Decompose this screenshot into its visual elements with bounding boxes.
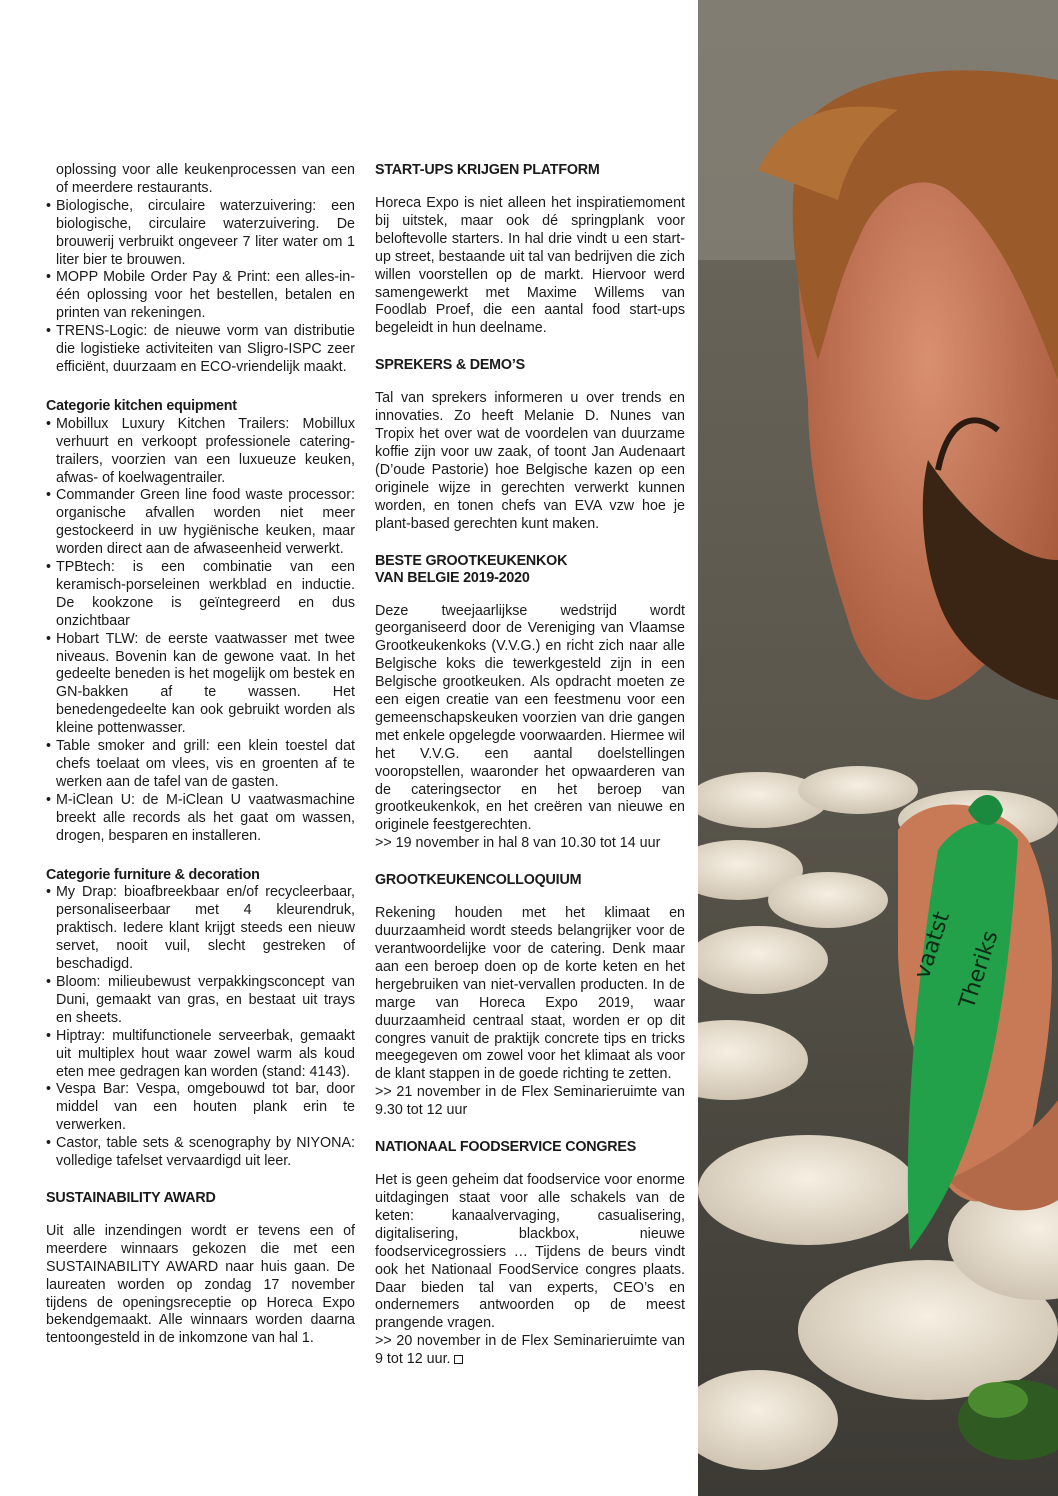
furniture-list xyxy=(46,884,355,1171)
middle-column xyxy=(375,162,685,1369)
bag-text-1: vaatst xyxy=(909,908,955,982)
chef-photo xyxy=(698,0,1058,1496)
congres-note: >> 20 november in de Flex Seminarieruimte van 9 tot 12 uur. xyxy=(375,1333,685,1368)
startups-body: Horeca Expo is niet alleen het inspiratiemoment bij uitstek, maar ook dé springplank voor beloftevolle starters. In hal drie vindt u een start-up street, bestaande uit tal van bedrijven die zich willen voorstellen op de markt. Hiervoor werd samengewerkt met Maxime Willems van Foodlab Proef, die een aantal food start-ups begeleidt in hun deelname. xyxy=(375,195,685,337)
beste-note: >> 19 november in hal 8 van 10.30 tot 14 uur xyxy=(375,835,661,852)
list-item: • TRENS-Logic: de nieuwe vorm van distributie die logistieke activiteiten van Sligro-ISPC zeer efficiënt, duurzaam en ECO-vriendelijk maakt. xyxy=(46,323,355,375)
bullet-list-a xyxy=(46,198,355,377)
list-item: • Castor, table sets & scenography by NIYONA: volledige tafelset vervaardigd uit leer. xyxy=(46,1135,355,1170)
list-item: • TPBtech: is een combinatie van een keramisch-porseleinen werkblad en inductie. De kookzone is geïntegreerd en dus onzichtbaar xyxy=(46,559,355,629)
end-mark-icon xyxy=(454,1355,463,1364)
list-item: • Biologische, circulaire waterzuivering: een biologische, circulaire waterzuivering. De brouwerij verbruikt ongeveer 7 liter water om 1 liter bier te brouwen. xyxy=(46,197,355,268)
furniture-heading: Categorie furniture & decoration xyxy=(46,866,260,883)
sprekers-body: Tal van sprekers informeren u over trends en innovaties. Zo heeft Melanie D. Nunes van Tropix het over wat de voordelen van duurzame koffie zijn voor uw zaak, of toont Jan Audenaart (D’oude Pastorie) hoe Belgische kazen op een originele wijze in gerechten verwerkt kunnen worden, en tonen chefs van EVA vzw hoe je plant-based gerechten kunt maken. xyxy=(375,390,685,532)
colloquium-body: Rekening houden met het klimaat en duurzaamheid wordt steeds belangrijker voor de verantwoordelijke voor de catering. Denk maar aan een beroep doen op de korte keten en het hergebruiken van niet-vervallen producten. In de marge van Horeca Expo 2019, waar duurzaamheid centraal staat, worden er op dit congres vanuit de praktijk concrete tips en tricks meegegeven om zowel voor het klimaat als voor de klant stappen in de goede richting te zetten. xyxy=(375,905,685,1083)
kitchen-heading: Categorie kitchen equipment xyxy=(46,397,237,414)
kitchen-list xyxy=(46,416,355,846)
list-item: • M-iClean U: de M-iClean U vaatwasmachine breekt alle records als het gaat om wassen, drogen, besparen en installeren. xyxy=(46,791,355,844)
colloquium-heading: GROOTKEUKENCOLLOQUIUM xyxy=(375,872,582,889)
award-heading: SUSTAINABILITY AWARD xyxy=(46,1189,216,1206)
list-item: • My Drap: bioafbreekbaar en/of recycleerbaar, personaliseerbaar met 4 kleurendruk, praktisch. Iedere klant krijgt steeds een nieuw servet, nooit vuil, slecht gestreken of beschadigd. xyxy=(46,884,355,973)
congres-body: Het is geen geheim dat foodservice voor enorme uitdagingen staat voor alle schakels van de keten: kanaalvervaging, casualisering, digitalisering, blackbox, nieuwe foodservicegrossiers … Tijdens de beurs vindt ook het Nationaal FoodService congres plaats. Daar bieden tal van experts, CEO’s en ondernemers antwoorden op de meest prangende vragen. xyxy=(375,1172,685,1332)
beste-heading-line2: VAN BELGIE 2019-2020 xyxy=(375,569,530,586)
congres-heading: NATIONAAL FOODSERVICE CONGRES xyxy=(375,1139,637,1156)
list-item: • Table smoker and grill: een klein toestel dat chefs toelaat om vlees, vis en groenten af te werken aan de tafel van de gasten. xyxy=(46,738,355,790)
list-item: • Bloom: milieubewust verpakkingsconcept van Duni, gemaakt van gras, en bestaat uit trays en sheets. xyxy=(46,973,355,1026)
intro-text: oplossing voor alle keukenprocessen van een of meerdere restaurants. xyxy=(56,162,355,196)
sprekers-heading: SPREKERS & DEMO’S xyxy=(375,357,525,374)
list-item: • Vespa Bar: Vespa, omgebouwd tot bar, door middel van een houten plank erin te verwerken. xyxy=(46,1081,355,1134)
startups-heading: START-UPS KRIJGEN PLATFORM xyxy=(375,162,600,178)
award-body: Uit alle inzendingen wordt er tevens een of meerdere winnaars gekozen die met een SUSTAINABILITY AWARD naar huis gaan. De laureaten worden op zondag 17 november tijdens de openingsreceptie op Horeca Expo bekendgemaakt. Alle winnaars worden daarna tentoongesteld in de inkomzone van hal 1. xyxy=(46,1222,355,1347)
list-item: • Hobart TLW: de eerste vaatwasser met twee niveaus. Bovenin kan de gewone vaat. In het gedeelte beneden is het mogelijk om bestek en GN-bakken af te wassen. Het benedengedeelte kan ook gebruikt worden als kleine pottenwasser. xyxy=(46,630,355,737)
bag-text-2: Theriks xyxy=(954,927,1004,1012)
beste-heading-line1: BESTE GROOTKEUKENKOK xyxy=(375,552,568,569)
list-item: • Hiptray: multifunctionele serveerbak, gemaakt uit multiplex hout waar zowel warm als koud eten mee gedragen kan worden (stand: 4143). xyxy=(46,1027,355,1080)
list-item: • Mobillux Luxury Kitchen Trailers: Mobillux verhuurt en verkoopt professionele catering-trailers, voorzien van een luxueuze keuken, afwas- of koelwagentrailer. xyxy=(46,415,355,486)
beste-body: Deze tweejaarlijkse wedstrijd wordt georganiseerd door de Vereniging van Vlaamse Grootkeukenkoks (V.V.G.) en richt zich naar alle Belgische koks die tewerkgesteld zijn in een Belgische grootkeuken. Als opdracht moeten ze een eigen creatie van een feestmenu voor een gemeenschapskeuken voorzien van drie gangen met enkele opgelegde voorwaarden. Hiermee wil het V.V.G. een aantal doelstellingen vooropstellen, waaronder het opwaarderen van de cateringsector en het beroep van grootkeukenkok, en het creëren van nieuwe en originele feestgerechten. xyxy=(375,602,685,834)
list-item: • MOPP Mobile Order Pay & Print: een alles-in-één oplossing voor het bestellen, betalen en printen van rekeningen. xyxy=(46,269,355,322)
colloquium-note: >> 21 november in de Flex Seminarieruimte van 9.30 tot 12 uur xyxy=(375,1084,685,1119)
beste-heading xyxy=(375,553,685,587)
list-item: • Commander Green line food waste processor: organische afvallen worden niet meer gestockeerd in uw hygiënische keuken, maar worden direct aan de afwaseenheid verwerkt. xyxy=(46,487,355,558)
left-column xyxy=(46,162,355,1348)
